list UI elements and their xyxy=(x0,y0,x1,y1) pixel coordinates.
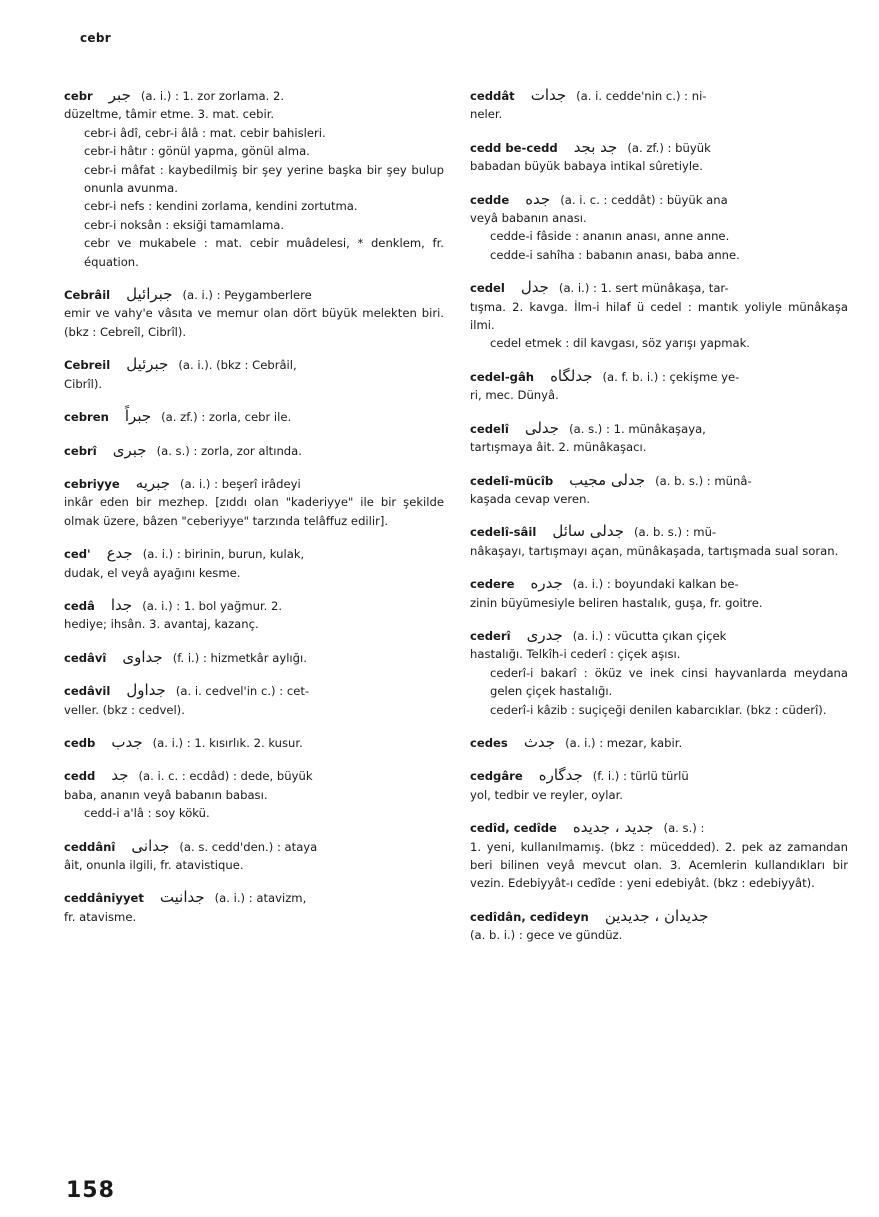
entry-arabic-script: جدل xyxy=(520,278,549,297)
entry-first-line xyxy=(470,278,848,297)
entry-headword: cedes xyxy=(470,735,508,750)
entry-headword: cedîd, cedîde xyxy=(470,821,557,836)
entry-definition-continued: âit, onunla ilgili, fr. atavistique. xyxy=(64,858,244,872)
dictionary-entry xyxy=(470,626,848,719)
entry-first-line xyxy=(470,766,848,785)
entry-first-line xyxy=(64,888,444,907)
entry-arabic-script: جبرئيل xyxy=(126,355,169,374)
entry-definition-continued: emir ve vahy'e vâsıta ve memur olan dört büyük melekten biri. (bkz : Cebreîl, Cibrîl). xyxy=(64,306,444,339)
entry-definition: (a. s.) : xyxy=(663,821,705,836)
dictionary-entry xyxy=(470,138,848,176)
entry-headword: cedde xyxy=(470,192,510,207)
entry-arabic-script: جديدان ، جديدين xyxy=(604,906,709,925)
entry-arabic-script: جدلى مجيب xyxy=(569,470,646,489)
entry-first-line xyxy=(64,441,444,460)
entry-first-line xyxy=(470,522,848,541)
entry-definition: (f. i.) : türlü türlü xyxy=(592,769,689,784)
entry-arabic-script: جبرائيل xyxy=(126,285,173,304)
entry-arabic-script: جدلى xyxy=(524,418,560,437)
entry-definition: (a. i.) : 1. kısırlık. 2. kusur. xyxy=(152,735,303,750)
entry-subentry: cebr ve mukabele : mat. cebir muâdelesi, * denklem, fr. équation. xyxy=(84,236,444,269)
entry-definition-continued: veyâ babanın anası. xyxy=(470,211,587,226)
entry-definition: (a. i.) : Peygamberlere xyxy=(182,288,312,303)
dictionary-entry xyxy=(470,766,848,804)
entry-first-line xyxy=(64,681,444,700)
entry-arabic-script: جدرى xyxy=(526,625,563,644)
entry-definition: (a. zf.) : büyük xyxy=(627,140,711,155)
entry-subentry: cebr-i mâfat : kaybedilmiş bir şey yerine başka bir şey bulup onunla avunma. xyxy=(84,162,444,196)
dictionary-entry xyxy=(64,86,444,271)
entry-headword: cedelî xyxy=(470,421,509,436)
entry-headword: cedelî-sâil xyxy=(470,525,537,540)
entry-headword: cedel-gâh xyxy=(470,369,535,384)
entry-first-line xyxy=(470,367,848,386)
entry-headword: ceddât xyxy=(470,89,515,103)
dictionary-entry xyxy=(470,522,848,560)
entry-headword: cebr xyxy=(64,89,93,103)
entry-first-line xyxy=(470,471,848,490)
entry-definition: (a. zf.) : zorla, cebr ile. xyxy=(161,410,292,425)
entry-subentry: cebr-i nefs : kendini zorlama, kendini zortutma. xyxy=(84,199,358,214)
entry-definition: (a. i.) : 1. zor zorlama. 2. xyxy=(140,89,285,103)
entry-headword: cedd be-cedd xyxy=(470,140,558,155)
entry-definition-continued: Cibrîl). xyxy=(64,376,103,391)
dictionary-entry xyxy=(64,648,444,667)
entry-arabic-script: جد بجد xyxy=(573,137,618,156)
left-column xyxy=(64,86,444,940)
dictionary-entry xyxy=(64,766,444,822)
entry-subentry: cederî-i kâzib : suçiçeği denilen kabarcıklar. (bkz : cüderî). xyxy=(490,702,827,717)
entry-definition: (a. i.) : boyundaki kalkan be- xyxy=(572,577,739,592)
entry-definition: (a. i.) : atavizm, xyxy=(214,891,307,906)
dictionary-entry xyxy=(64,681,444,719)
entry-definition-continued: zinin büyümesiyle beliren hastalık, guşa, fr. goitre. xyxy=(470,595,763,610)
entry-arabic-script: جدگاره xyxy=(538,766,583,785)
entry-definition-continued: dudak, el veyâ ayağını kesme. xyxy=(64,565,241,580)
entry-arabic-script: جدلى سائل xyxy=(552,522,625,541)
entry-definition: (a. i. c. : ceddât) : büyük ana xyxy=(560,192,728,207)
entry-first-line xyxy=(470,626,848,645)
dictionary-entry xyxy=(470,574,848,612)
entry-subentry: cebr-i noksân : eksiği tamamlama. xyxy=(84,217,285,232)
entry-definition-continued: düzeltme, tâmir etme. 3. mat. cebir. xyxy=(64,107,275,122)
entry-definition-continued: fr. atavisme. xyxy=(64,909,137,924)
entry-definition: (a. i.). (bkz : Cebrâil, xyxy=(178,358,297,373)
entry-definition-continued: kaşada cevap veren. xyxy=(470,491,591,506)
entry-arabic-script: جبرى xyxy=(112,440,147,459)
entry-arabic-script: جدات xyxy=(530,86,567,104)
entry-arabic-script: جدانى xyxy=(131,836,170,855)
dictionary-entry xyxy=(64,837,444,875)
dictionary-entry xyxy=(470,818,848,893)
entry-headword: ced' xyxy=(64,547,91,562)
entry-arabic-script: جداوى xyxy=(122,647,163,666)
dictionary-entry xyxy=(64,544,444,582)
entry-definition: (a. b. s.) : mü- xyxy=(634,525,717,540)
entry-arabic-script: جدانيت xyxy=(159,888,205,907)
entry-definition-continued: neler. xyxy=(470,107,503,122)
entry-headword: cedelî-mücîb xyxy=(470,473,554,488)
entry-arabic-script: جدب xyxy=(111,732,143,751)
entry-definition: (a. b. s.) : münâ- xyxy=(655,473,752,488)
entry-definition: (a. i.) : birinin, burun, kulak, xyxy=(142,547,305,562)
entry-subentry: cebr-i hâtır : gönül yapma, gönül alma. xyxy=(84,144,310,159)
dictionary-entry xyxy=(470,86,848,124)
dictionary-entry xyxy=(470,419,848,457)
entry-arabic-script: جدا xyxy=(110,595,133,614)
entry-headword: cebriyye xyxy=(64,476,120,491)
dictionary-entry xyxy=(64,355,444,393)
dictionary-entry xyxy=(64,407,444,426)
dictionary-entry xyxy=(64,474,444,530)
running-head: cebr xyxy=(80,31,111,45)
entry-headword: cedb xyxy=(64,735,96,750)
entry-definition: (a. i.) : beşerî irâdeyi xyxy=(180,476,301,491)
entry-definition-continued: inkâr eden bir mezhep. [zıddı olan "kaderiyye" ile bir şekilde olmak üzere, bâzen "ceberiyye" tarzında telâffuz edilir]. xyxy=(64,495,444,528)
entry-arabic-script: جديد ، جديده xyxy=(572,818,654,837)
entry-arabic-script: جبر xyxy=(108,86,131,104)
entry-headword: cederî xyxy=(470,628,511,643)
entry-first-line xyxy=(64,407,444,426)
entry-definition: (a. i.) : vücutta çıkan çiçek xyxy=(572,628,727,643)
dictionary-entry xyxy=(64,285,444,341)
dictionary-entry xyxy=(64,441,444,460)
entry-first-line xyxy=(64,86,444,105)
entry-definition-continued: yol, tedbir ve reyler, oylar. xyxy=(470,787,623,802)
entry-arabic-script: جده xyxy=(525,189,551,208)
entry-arabic-script: جدع xyxy=(106,544,133,563)
entry-arabic-script: جدره xyxy=(530,574,563,593)
dictionary-entry xyxy=(470,367,848,405)
entry-definition: (f. i.) : hizmetkâr aylığı. xyxy=(172,650,307,665)
entry-first-line xyxy=(470,138,848,157)
entry-arabic-script: جبريه xyxy=(135,473,171,492)
page-number: 158 xyxy=(66,1178,115,1203)
entry-definition-continued: babadan büyük babaya intikal sûretiyle. xyxy=(470,159,703,174)
entry-arabic-script: جبراً xyxy=(124,407,152,426)
entry-first-line xyxy=(64,596,444,615)
entry-first-line xyxy=(470,419,848,438)
entry-definition-continued: veller. (bkz : cedvel). xyxy=(64,702,185,717)
entry-definition-continued: 1. yeni, kullanılmamış. (bkz : mücedded). 2. pek az zamandan beri bilinen veyâ mevcut olan. 3. Acemlerin kullandıkları bir vezin. Edebiyyât-ı cedîde : yeni edebiyât. (bkz : edebiyyât). xyxy=(470,839,848,891)
entry-definition-continued: nâkaşayı, tartışmayı açan, münâkaşada, tartışmada sual soran. xyxy=(470,543,839,558)
entry-definition: (a. i. c. : ecdâd) : dede, büyük xyxy=(138,769,313,784)
entry-definition: (a. s. cedd'den.) : ataya xyxy=(179,839,318,854)
right-column xyxy=(470,86,848,959)
entry-headword: cedel xyxy=(470,281,505,296)
entry-headword: cedâvî xyxy=(64,650,107,665)
entry-first-line xyxy=(64,355,444,374)
entry-definition-continued: tışma. 2. kavga. İlm-i hilaf ü cedel : mantık yoliyle münâkaşa ilmi. xyxy=(470,299,848,333)
entry-subentry: cedde-i sahîha : babanın anası, baba anne. xyxy=(490,247,740,262)
entry-definition-continued: hediye; ihsân. 3. avantaj, kazanç. xyxy=(64,617,259,632)
entry-first-line xyxy=(64,837,444,856)
entry-definition-continued: ri, mec. Dünyâ. xyxy=(470,388,559,403)
entry-first-line xyxy=(470,574,848,593)
entry-definition-continued: tartışmaya âit. 2. münâkaşacı. xyxy=(470,440,647,455)
entry-headword: cebren xyxy=(64,410,109,425)
entry-definition: (a. i. cedvel'in c.) : cet- xyxy=(175,684,310,699)
entry-arabic-script: جداول xyxy=(126,681,166,700)
dictionary-entry xyxy=(470,278,848,353)
entry-subentry: cedel etmek : dil kavgası, söz yarışı yapmak. xyxy=(490,336,750,351)
entry-headword: cedd xyxy=(64,769,96,784)
entry-first-line xyxy=(64,766,444,785)
entry-definition: (a. i.) : mezar, kabir. xyxy=(565,735,683,750)
entry-definition: (a. s.) : 1. münâkaşaya, xyxy=(569,421,706,436)
entry-first-line xyxy=(470,907,848,926)
entry-headword: cedâ xyxy=(64,598,95,613)
entry-definition: (a. i.) : 1. sert münâkaşa, tar- xyxy=(558,281,729,296)
entry-subentry: cederî-i bakarî : öküz ve inek cinsi hayvanlarda meydana gelen çiçek hastalığı. xyxy=(490,665,848,699)
entry-first-line xyxy=(64,544,444,563)
entry-definition-continued: (a. b. i.) : gece ve gündüz. xyxy=(470,928,623,943)
dictionary-entry xyxy=(470,471,848,509)
entry-definition: (a. i.) : 1. bol yağmur. 2. xyxy=(142,598,283,613)
entry-headword: Cebrâil xyxy=(64,288,111,303)
entry-subentry: cedd-i a'lâ : soy kökü. xyxy=(84,806,210,821)
entry-first-line xyxy=(64,285,444,304)
entry-headword: Cebreil xyxy=(64,358,111,373)
entry-headword: cebrî xyxy=(64,443,97,458)
entry-headword: cedgâre xyxy=(470,769,523,784)
entry-headword: cedâvil xyxy=(64,684,111,699)
entry-definition: (a. f. b. i.) : çekişme ye- xyxy=(602,369,740,384)
entry-definition-continued: baba, ananın veyâ babanın babası. xyxy=(64,787,268,802)
entry-arabic-script: جدلگاه xyxy=(550,366,593,385)
entry-first-line xyxy=(64,733,444,752)
entry-definition-continued: hastalığı. Telkîh-i cederî : çiçek aşısı. xyxy=(470,647,681,662)
entry-subentry: cebr-i âdî, cebr-i âlâ : mat. cebir bahisleri. xyxy=(84,125,326,140)
entry-subentry: cedde-i fâside : ananın anası, anne anne. xyxy=(490,229,730,244)
entry-arabic-script: جد xyxy=(111,766,129,785)
entry-first-line xyxy=(470,818,848,837)
entry-headword: cedîdân, cedîdeyn xyxy=(470,909,589,924)
entry-first-line xyxy=(64,648,444,667)
entry-headword: ceddâniyyet xyxy=(64,891,144,906)
dictionary-entry xyxy=(470,190,848,265)
entry-headword: cedere xyxy=(470,577,515,592)
entry-arabic-script: جدث xyxy=(523,732,556,751)
entry-definition: (a. i. cedde'nin c.) : ni- xyxy=(576,89,707,103)
dictionary-entry xyxy=(64,596,444,634)
entry-definition: (a. s.) : zorla, zor altında. xyxy=(156,443,302,458)
entry-first-line xyxy=(470,190,848,209)
dictionary-entry xyxy=(64,733,444,752)
entry-first-line xyxy=(470,86,848,105)
dictionary-entry xyxy=(470,907,848,945)
dictionary-entry xyxy=(470,733,848,752)
entry-first-line xyxy=(470,733,848,752)
dictionary-entry xyxy=(64,888,444,926)
entry-headword: ceddânî xyxy=(64,839,116,854)
entry-first-line xyxy=(64,474,444,493)
